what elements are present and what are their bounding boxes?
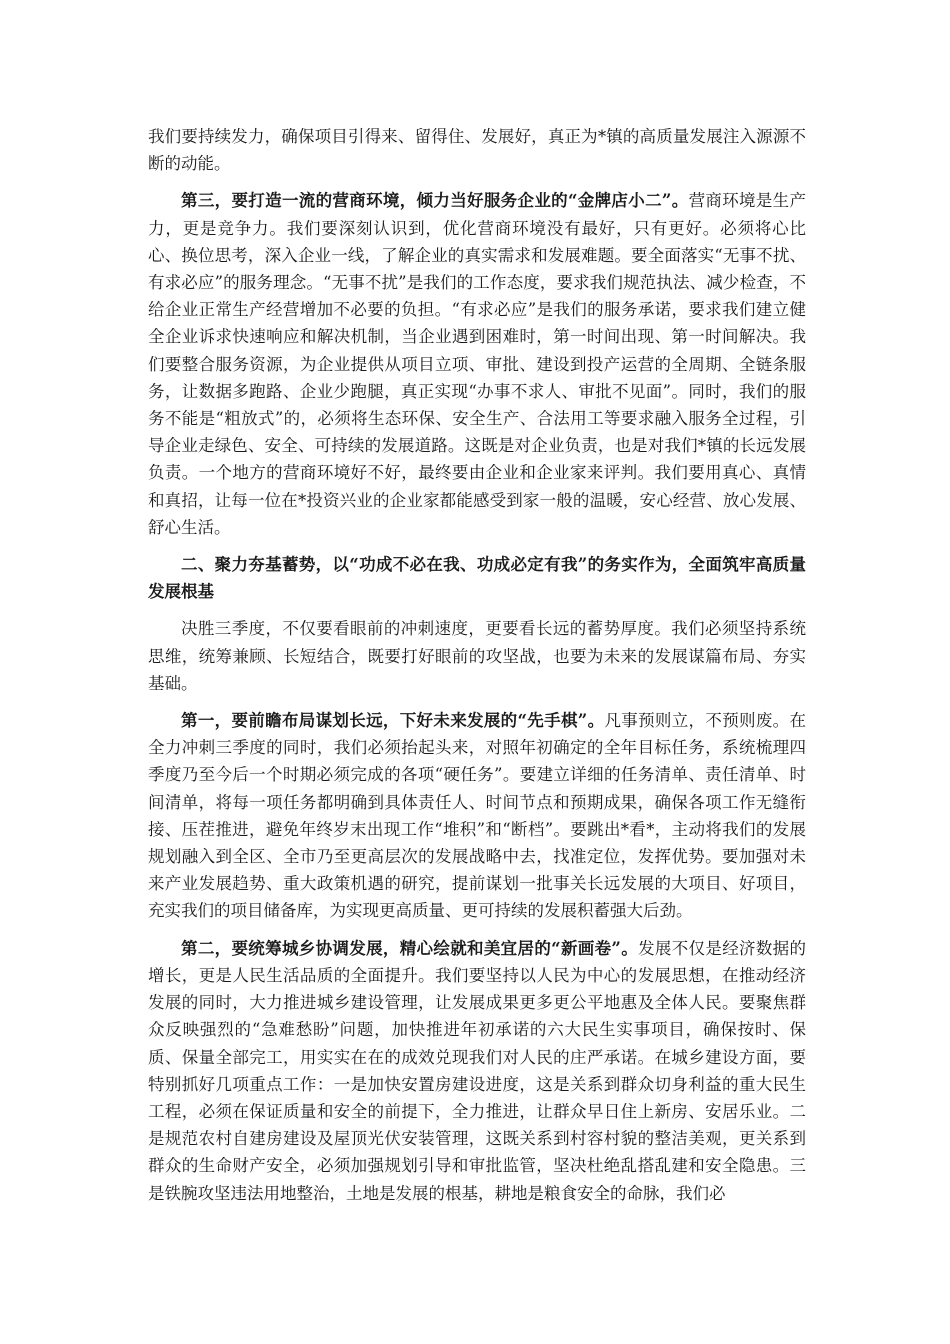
intro-paragraph xyxy=(148,123,806,177)
section-2-intro-paragraph: 决胜三季度，不仅要看眼前的冲刺速度，更要看长远的蓄势厚度。我们必须坚持系统思维，统筹兼顾、长短结合，既要打好眼前的攻坚战，也要为未来的发展谋篇布局、夯实基础。 xyxy=(148,619,806,693)
paragraph-first-long-term-planning xyxy=(148,707,806,925)
section-heading-2: 二、聚力夯基蓄势，以“功成不必在我、功成必定有我”的务实作为，全面筑牢高质量发展根基 xyxy=(148,555,806,602)
paragraph-body: 凡事预则立，不预则废。在全力冲刺三季度的同时，我们必须抬起头来，对照年初确定的全年目标任务，系统梳理四季度乃至今后一个时期必须完成的各项“硬任务”。要建立详细的任务清单、责任清单、时间清单，将每一项任务都明确到具体责任人、时间节点和预期成果，确保各项工作无缝衔接、压茬推进，避免年终岁末出现工作“堆积”和“断档”。要跳出*看*，主动将我们的发展规划融入到全区、全市乃至更高层次的发展战略中去，找准定位，发挥优势。要加强对未来产业发展趋势、重大政策机遇的研究，提前谋划一批事关长远发展的大项目、好项目，充实我们的项目储备库，为实现更高质量、更可持续的发展积蓄强大后劲。 xyxy=(148,711,807,921)
document-page xyxy=(148,123,806,1207)
intro-text: 我们要持续发力，确保项目引得来、留得住、发展好，真正为*镇的高质量发展注入源源不断的动能。 xyxy=(148,127,806,174)
paragraph-third-business-environment xyxy=(148,187,806,541)
paragraph-title: 第二，要统筹城乡协调发展，精心绘就和美宜居的“新画卷”。 xyxy=(181,938,639,958)
paragraph-title: 第三，要打造一流的营商环境，倾力当好服务企业的“金牌店小二”。 xyxy=(181,191,689,211)
paragraph-body: 营商环境是生产力，更是竞争力。我们要深刻认识到，优化营商环境没有最好，只有更好。必须将心比心、换位思考，深入企业一线，了解企业的真实需求和发展难题。要全面落实“无事不扰、有求必应”的服务理念。“无事不扰”是我们的工作态度，要求我们规范执法、减少检查，不给企业正常生产经营增加不必要的负担。“有求必应”是我们的服务承诺，要求我们建立健全企业诉求快速响应和解决机制，当企业遇到困难时，第一时间出现、第一时间解决。我们要整合服务资源，为企业提供从项目立项、审批、建设到投产运营的全周期、全链条服务，让数据多跑路、企业少跑腿，真正实现“办事不求人、审批不见面”。同时，我们的服务不能是“粗放式”的，必须将生态环保、安全生产、合法用工等要求融入服务全过程，引导企业走绿色、安全、可持续的发展道路。这既是对企业负责，也是对我们*镇的长远发展负责。一个地方的营商环境好不好，最终要由企业和企业家来评判。我们要用真心、真情和真招，让每一位在*投资兴业的企业家都能感受到家一般的温暖，安心经营、放心发展、舒心生活。 xyxy=(148,191,807,537)
paragraph-body: 发展不仅是经济数据的增长，更是人民生活品质的全面提升。我们要坚持以人民为中心的发展思想，在推动经济发展的同时，大力推进城乡建设管理，让发展成果更多更公平地惠及全体人民。要聚焦群众反映强烈的“急难愁盼”问题，加快推进年初承诺的六大民生实事项目，确保按时、保质、保量全部完工，用实实在在的成效兑现我们对人民的庄严承诺。在城乡建设方面，要特别抓好几项重点工作：一是加快安置房建设进度，这是关系到群众切身利益的重大民生工程，必须在保证质量和安全的前提下，全力推进，让群众早日住上新房、安居乐业。二是规范农村自建房建设及屋顶光伏安装管理，这既关系到村容村貌的整洁美观，更关系到群众的生命财产安全，必须加强规划引导和审批监管，坚决杜绝乱搭乱建和安全隐患。三是铁腕攻坚违法用地整治，土地是发展的根基，耕地是粮食安全的命脉，我们必 xyxy=(148,938,807,1203)
paragraph-title: 第一，要前瞻布局谋划长远，下好未来发展的“先手棋”。 xyxy=(181,711,605,731)
paragraph-second-urban-rural xyxy=(148,935,806,1207)
